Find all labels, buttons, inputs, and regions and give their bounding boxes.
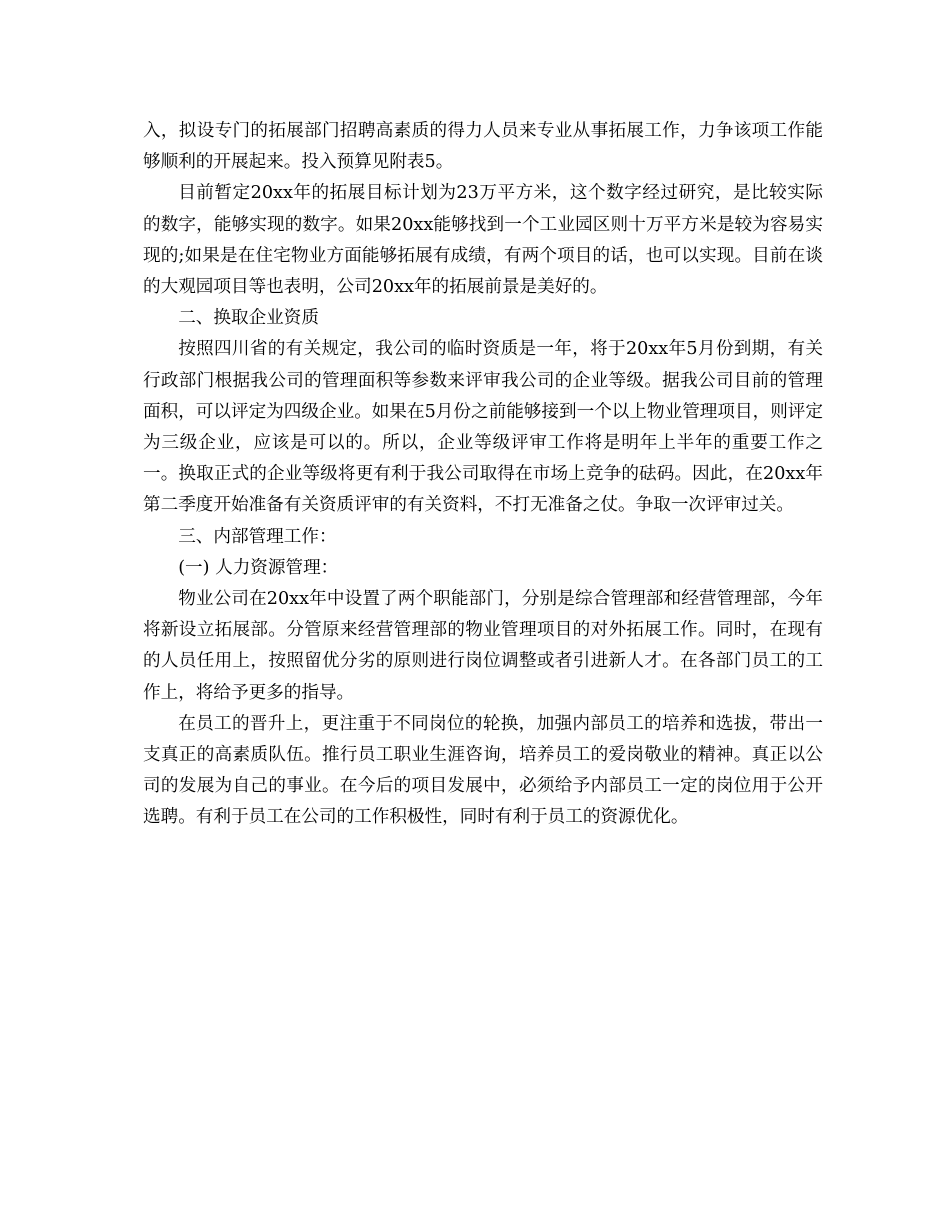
paragraph-qualification: 按照四川省的有关规定，我公司的临时资质是一年，将于20xx年5月份到期，有关行政部门根据我公司的管理面积等参数来评审我公司的企业等级。据我公司目前的管理面积，可以评定为四级企业。如果在5月份之前能够接到一个以上物业管理项目，则评定为三级企业，应该是可以的。所以，企业等级评审工作将是明年上半年的重要工作之一。换取正式的企业等级将更有利于我公司取得在市场上竞争的砝码。因此，在20xx年第二季度开始准备有关资质评审的有关资料，不打无准备之仗。争取一次评审过关。 xyxy=(143,339,823,516)
subsection-heading-hr: (一) 人力资源管理： xyxy=(178,557,339,578)
document-body xyxy=(143,116,823,834)
paragraph-departments: 物业公司在20xx年中设置了两个职能部门，分别是综合管理部和经营管理部，今年将新设立拓展部。分管原来经营管理部的物业管理项目的对外拓展工作。同时，在现有的人员任用上，按照留优分劣的原则进行岗位调整或者引进新人才。在各部门员工的工作上，将给予更多的指导。 xyxy=(143,589,823,703)
paragraph-expansion-target: 目前暂定20xx年的拓展目标计划为23万平方米，这个数字经过研究，是比较实际的数字，能够实现的数字。如果20xx能够找到一个工业园区则十万平方米是较为容易实现的;如果是在住宅物业方面能够拓展有成绩，有两个项目的话，也可以实现。目前在谈的大观园项目等也表明，公司20xx年的拓展前景是美好的。 xyxy=(143,183,823,298)
section-heading-qualification: 二、换取企业资质 xyxy=(178,308,319,329)
paragraph-promotion: 在员工的晋升上，更注重于不同岗位的轮换，加强内部员工的培养和选拔，带出一支真正的高素质队伍。推行员工职业生涯咨询，培养员工的爱岗敬业的精神。真正以公司的发展为自己的事业。在今后的项目发展中，必须给予内部员工一定的岗位用于公开选聘。有利于员工在公司的工作积极性，同时有利于员工的资源优化。 xyxy=(143,713,823,828)
paragraph-continuation: 入，拟设专门的拓展部门招聘高素质的得力人员来专业从事拓展工作，力争该项工作能够顺利的开展起来。投入预算见附表5。 xyxy=(143,121,823,173)
section-heading-internal-management: 三、内部管理工作： xyxy=(178,526,337,547)
